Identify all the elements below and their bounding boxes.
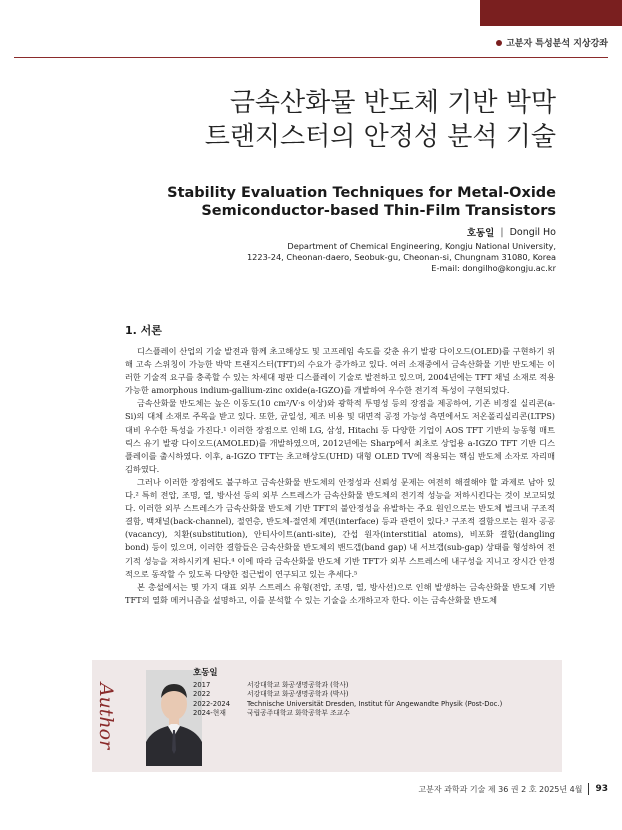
title-english — [136, 184, 556, 220]
bio-list — [193, 681, 502, 718]
bio-desc: 서강대학교 화공생명공학과 (학사) — [247, 681, 349, 689]
bio-name: 호동일 — [193, 668, 218, 678]
bio-year: 2022-2024 — [193, 699, 231, 708]
title-english-line: Semiconductor-based Thin-Film Transistors — [201, 203, 556, 219]
title-korean-line: 금속산화물 반도체 기반 박막 — [229, 88, 556, 118]
bio-desc: 국립공주대학교 화학공학부 조교수 — [247, 708, 350, 717]
author-name-english: Dongil Ho — [509, 226, 556, 238]
bio-entry — [193, 709, 502, 718]
page-footer — [418, 783, 608, 795]
author-byline — [467, 225, 556, 239]
bio-year: 2022 — [193, 690, 211, 699]
bio-year: 2024-현재 — [193, 708, 226, 717]
paragraph: 그러나 이러한 장점에도 불구하고 금속산화물 반도체의 안정성과 신뢰성 문제는 여전히 해결해야 할 과제로 남아 있다.² 특히 전압, 조명, 열, 방사선 등의 외부 스트레스가 금속산화물 반도체의 전기적 성능을 저하시킨다는 것이 보고되었다. 이러한 외부 스트레스가 금속산화물 반도체 기반 TFT의 불안정성을 유발하는 주요 원인으로는 반도체 벌크내 구조적 결함, 백채널(back-channel), 절연층, 반도체-절연체 계면(interface) 등과 관련이 있다.³ 구조적 결함으로는 원자 공공(vacancy), 치환(substitution), 안티사이트(anti-site), 간섭 원자(interstitial atoms), 비포화 결합(dangling bond) 등이 있으며, 이러한 결함들은 금속산화물 반도체의 밴드갭(band gap) 내 서브갭(sub-gap) 상태를 형성하여 전기적 성능을 저하시키게 된다.⁴ 이에 따라 금속산화물 반도체 기반 TFT가 외부 스트레스에 내구성을 지니고 장시간 안정적으로 동작할 수 있도록 다양한 접근법이 연구되고 있는 추세다.⁵ — [125, 476, 555, 579]
series-label-text: 고분자 특성분석 지상강좌 — [506, 39, 608, 49]
section-heading: 1. 서론 — [125, 324, 162, 337]
paragraph: 디스플레이 산업의 기술 발전과 함께 초고해상도 및 고프레임 속도를 갖춘 유기 발광 다이오드(OLED)를 구현하기 위해 고속 스위칭이 가능한 박막 트랜지스터(TFT)의 수요가 증가하고 있다. 여러 소재중에서 금속산화물 기반 반도체는 이러한 기술적 요구를 충족할 수 있는 차세대 평판 디스플레이 기술로 발전하고 있으며, 2004년에는 TFT 채널 소재로 적용가능한 amorphous indium-gallium-zinc oxide(a-IGZO)를 개발하여 우수한 전기적 특성이 구현되었다. — [125, 346, 555, 396]
author-affiliation — [156, 241, 556, 274]
author-email[interactable]: E-mail: dongilho@kongju.ac.kr — [431, 263, 556, 273]
author-box-label-text: Author — [95, 682, 118, 750]
paragraph: 본 총설에서는 몇 가지 대표 외부 스트레스 유형(전압, 조명, 열, 방사선)으로 인해 발생하는 금속산화물 반도체 기반 TFT의 열화 메커니즘을 설명하고, 이를 분석할 수 있는 기술을 소개하고자 한다. 이는 금속산화물 반도체 — [125, 581, 555, 605]
bio-desc: 서강대학교 화공생명공학과 (박사) — [247, 690, 349, 699]
footer-divider — [588, 783, 589, 795]
header-divider — [14, 57, 608, 58]
author-separator: | — [500, 226, 504, 238]
author-box-label — [92, 666, 120, 766]
journal-citation: 고분자 과학과 기술 제 36 권 2 호 2025년 4월 — [418, 784, 583, 794]
bio-year: 2017 — [193, 681, 211, 689]
author-name-korean: 호동일 — [466, 228, 495, 239]
title-korean — [136, 86, 556, 154]
body-text — [125, 345, 555, 607]
series-label — [496, 36, 608, 49]
header-accent-bar — [480, 0, 622, 26]
title-korean-line: 트랜지스터의 안정성 분석 기술 — [204, 122, 556, 152]
paragraph: 금속산화물 반도체는 높은 이동도(10 cm²/V·s 이상)와 광학적 투명성 등의 장점을 제공하여, 기존 비정질 실리콘(a-Si)의 대체 소재로 주목을 받고 있다. 또한, 균일성, 제조 비용 및 대면적 공정 가능성 측면에서도 저온폴리실리콘(LTPS) 대비 우수한 특성을 가진다.¹ 이러한 장점으로 인해 LG, 삼성, Hitachi 등 다양한 기업이 AOS TFT 기반의 능동형 매트릭스 유기 발광 다이오드(AMOLED)를 개발하였으며, 2012년에는 Sharp에서 최초로 상업용 a-IGZO TFT 기반 디스플레이를 출시하였다. 이후, a-IGZO TFT는 초고해상도(UHD) 대형 OLED TV에 적용되는 핵심 반도체 소자로 자리매김하였다. — [125, 398, 555, 474]
affiliation-line: Department of Chemical Engineering, Kongju National University, — [287, 241, 556, 251]
page-number: 93 — [595, 784, 608, 794]
bio-desc: Technische Universität Dresden, Institut für Angewandte Physik (Post-Doc.) — [247, 699, 503, 708]
bullet-dot-icon — [496, 40, 502, 46]
bio-entry — [193, 700, 502, 709]
title-english-line: Stability Evaluation Techniques for Metal-Oxide — [167, 185, 556, 201]
bio-entry — [193, 690, 502, 699]
bio-entry — [193, 681, 502, 690]
affiliation-line: 1223-24, Cheonan-daero, Seobuk-gu, Cheonan-si, Chungnam 31080, Korea — [246, 252, 556, 262]
